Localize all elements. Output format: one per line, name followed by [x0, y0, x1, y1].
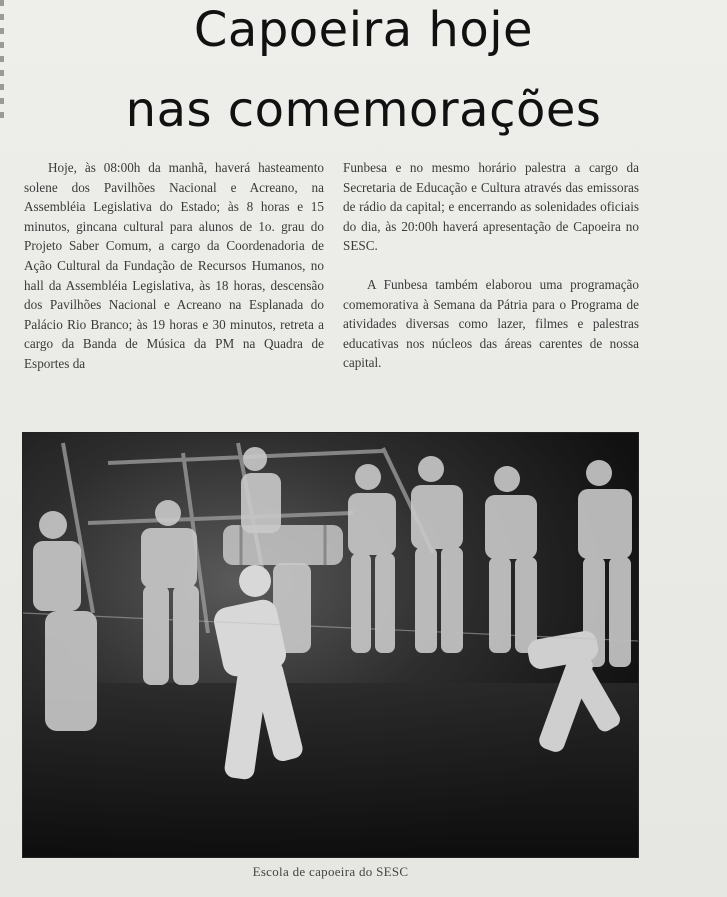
article-column-left [24, 158, 324, 374]
headline-line-2: nas comemorações [125, 82, 602, 138]
article-paragraph-3: A Funbesa também elaborou uma programação comemorativa à Semana da Pátria para o Programa de atividades diversas como lazer, filmes e palestras educativas nos núcleos das áreas carentes de nossa capital. [343, 276, 639, 371]
article-column-right [343, 158, 639, 373]
page-edge-mark [0, 0, 4, 120]
photo-caption: Escola de capoeira do SESC [252, 864, 409, 879]
capoeira-photo [22, 432, 639, 858]
article-paragraph-2: Funbesa e no mesmo horário palestra a cargo da Secretaria de Educação e Cultura através das emissoras de rádio da capital; e encerrando as solenidades oficiais do dia, às 20:00h haverá apresentação de Capoeira no SESC. [343, 160, 639, 254]
capoeira-photo-illustration [23, 433, 638, 857]
headline-line-1: Capoeira hoje [193, 2, 534, 58]
article-paragraph-1: Hoje, às 08:00h da manhã, haverá hasteamento solene dos Pavilhões Nacional e Acreano, na Assembléia Legislativa do Estado; às 8 horas e 15 minutos, gincana cultural para alunos de 1o. grau do Projeto Saber Comum, a cargo da Coordenadoria de Ação Cultural da Fundação de Recursos Humanos, no hall da Assembléia Legislativa, às 18 horas, descensão dos Pavilhões Nacional e Acreano na Esplanada do Palácio Rio Branco; às 19 horas e 30 minutos, retreta a cargo da Banda de Música da PM na Quadra de Esportes da [24, 160, 324, 371]
